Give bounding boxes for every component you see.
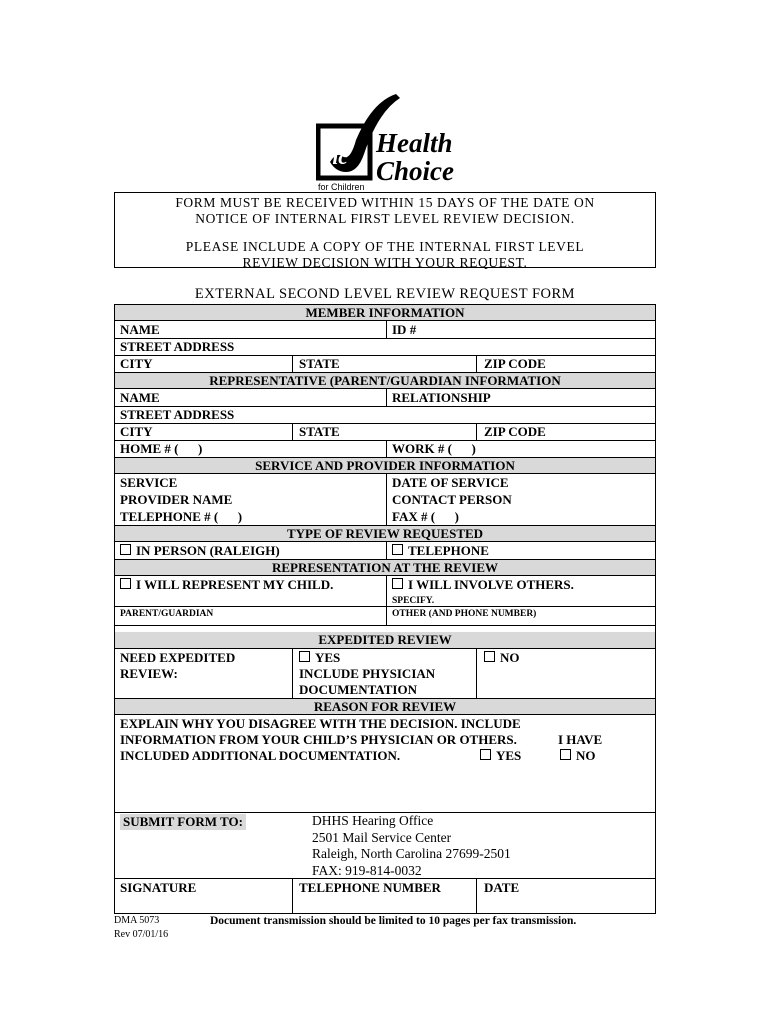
reason-line2: INFORMATION FROM YOUR CHILD’S PHYSICIAN OR OTHERS. (120, 732, 517, 747)
docs-no-option[interactable] (560, 748, 596, 764)
reason-line1: EXPLAIN WHY YOU DISAGREE WITH THE DECISION. INCLUDE (120, 716, 521, 731)
member-zip-label[interactable]: ZIP CODE (484, 356, 546, 371)
date-of-service-label[interactable]: DATE OF SERVICE (392, 475, 509, 490)
rep-street-label[interactable]: STREET ADDRESS (120, 407, 235, 422)
reason-line3: INCLUDED ADDITIONAL DOCUMENTATION. (120, 748, 401, 763)
rep-name-label[interactable]: NAME (120, 390, 160, 405)
rep-zip-label[interactable]: ZIP CODE (484, 424, 546, 439)
involve-others-option[interactable] (392, 577, 574, 593)
expedited-no-label: NO (500, 650, 520, 665)
notice-line1: FORM MUST BE RECEIVED WITHIN 15 DAYS OF THE DATE ON (175, 195, 595, 210)
in-person-checkbox[interactable] (120, 544, 131, 555)
need-expedited-label: NEED EXPEDITED (120, 650, 236, 665)
represent-self-option[interactable] (120, 577, 333, 593)
telephone-checkbox[interactable] (392, 544, 403, 555)
specify-label: SPECIFY. (392, 596, 435, 606)
provider-fax-label[interactable]: FAX # ( ) (392, 509, 459, 524)
telephone-number-label[interactable]: TELEPHONE NUMBER (299, 880, 441, 895)
form-title: EXTERNAL SECOND LEVEL REVIEW REQUEST FORM (194, 286, 576, 302)
logo-line1: Health (376, 128, 453, 158)
signature-label[interactable]: SIGNATURE (120, 880, 197, 895)
involve-others-checkbox[interactable] (392, 578, 403, 589)
telephone-label: TELEPHONE (408, 543, 489, 558)
notice-box (114, 192, 656, 268)
form-revision: Rev 07/01/16 (114, 929, 169, 940)
provider-telephone-label[interactable]: TELEPHONE # ( ) (120, 509, 243, 524)
notice-line4: REVIEW DECISION WITH YOUR REQUEST. (242, 255, 528, 270)
notice-line3: PLEASE INCLUDE A COPY OF THE INTERNAL FIRST LEVEL (185, 239, 585, 254)
review-form-grid (114, 304, 656, 914)
in-person-option[interactable] (120, 543, 280, 559)
docs-no-label: NO (576, 748, 596, 763)
review-type-header: TYPE OF REVIEW REQUESTED (114, 525, 656, 542)
docs-yes-label: YES (496, 748, 522, 763)
represent-self-checkbox[interactable] (120, 578, 131, 589)
involve-others-label: I WILL INVOLVE OTHERS. (408, 577, 574, 592)
service-label[interactable]: SERVICE (120, 475, 178, 490)
submit-address (312, 813, 511, 879)
health-choice-logo (316, 92, 456, 192)
fax-limit-note: Document transmission should be limited to 10 pages per fax transmission. (210, 915, 577, 927)
logo-sub: for Children (318, 182, 365, 192)
expedited-yes-option[interactable] (299, 650, 340, 666)
reason-header: REASON FOR REVIEW (114, 698, 656, 715)
address-line2: 2501 Mail Service Center (312, 829, 452, 845)
member-street-label[interactable]: STREET ADDRESS (120, 339, 235, 354)
member-name-label[interactable]: NAME (120, 322, 160, 337)
need-expedited-label2: REVIEW: (120, 666, 178, 681)
notice-line2: NOTICE OF INTERNAL FIRST LEVEL REVIEW DECISION. (195, 211, 575, 226)
rep-home-phone-label[interactable]: HOME # ( ) (120, 441, 203, 456)
service-header: SERVICE AND PROVIDER INFORMATION (114, 457, 656, 474)
contact-person-label[interactable]: CONTACT PERSON (392, 492, 512, 507)
logo-monogram: hc (326, 144, 348, 169)
docs-no-checkbox[interactable] (560, 749, 571, 760)
include-physician-label: INCLUDE PHYSICIAN (299, 666, 436, 681)
member-header: MEMBER INFORMATION (114, 304, 656, 321)
address-line1: DHHS Hearing Office (312, 813, 434, 828)
rep-state-label[interactable]: STATE (299, 424, 340, 439)
address-line3: Raleigh, North Carolina 27699-2501 (312, 846, 511, 861)
expedited-yes-label: YES (315, 650, 341, 665)
address-line4: FAX: 919-814-0032 (312, 862, 422, 878)
logo-line2: Choice (376, 156, 454, 186)
documentation-label: DOCUMENTATION (299, 682, 417, 697)
logo-graphic (316, 92, 456, 192)
form-code: DMA 5073 (114, 915, 160, 926)
expedited-no-checkbox[interactable] (484, 651, 495, 662)
member-state-label[interactable]: STATE (299, 356, 340, 371)
telephone-option[interactable] (392, 543, 489, 559)
representation-header: REPRESENTATION AT THE REVIEW (114, 559, 656, 576)
rep-relationship-label[interactable]: RELATIONSHIP (392, 390, 491, 405)
rep-work-phone-label[interactable]: WORK # ( ) (392, 441, 476, 456)
member-city-label[interactable]: CITY (120, 356, 153, 371)
parent-guardian-label[interactable]: PARENT/GUARDIAN (120, 609, 214, 619)
expedited-no-option[interactable] (484, 650, 520, 666)
expedited-yes-checkbox[interactable] (299, 651, 310, 662)
in-person-label: IN PERSON (RALEIGH) (136, 543, 280, 558)
submit-form-label: SUBMIT FORM TO: (120, 814, 246, 830)
docs-yes-option[interactable] (480, 748, 521, 764)
rep-header: REPRESENTATIVE (PARENT/GUARDIAN INFORMATION (114, 372, 656, 389)
other-phone-label[interactable]: OTHER (AND PHONE NUMBER) (392, 609, 537, 619)
rep-city-label[interactable]: CITY (120, 424, 153, 439)
provider-name-label[interactable]: PROVIDER NAME (120, 492, 233, 507)
represent-self-label: I WILL REPRESENT MY CHILD. (136, 577, 334, 592)
date-label[interactable]: DATE (484, 880, 520, 895)
docs-yes-checkbox[interactable] (480, 749, 491, 760)
reason-line2b: I HAVE (558, 732, 603, 747)
expedited-header: EXPEDITED REVIEW (114, 632, 656, 649)
member-id-label[interactable]: ID # (392, 322, 417, 337)
